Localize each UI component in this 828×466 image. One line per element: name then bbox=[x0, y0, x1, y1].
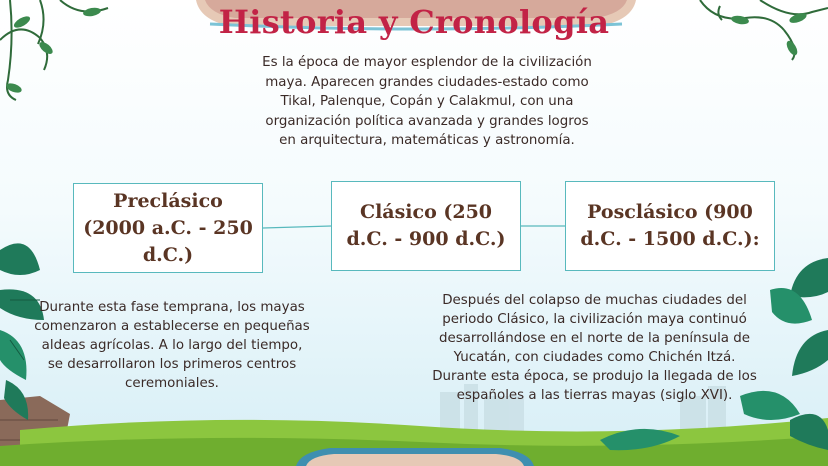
classic-description: Es la época de mayor esplendor de la civilización maya. Aparecen grandes ciudades-estado como Tikal, Palenque, Copán y Calakmul, con una organización política avanzada y grandes logros en arquitectura, matemáticas y astronomía. bbox=[262, 55, 592, 148]
preclassic-description: Durante esta fase temprana, los mayas comenzaron a establecerse en pequeñas aldeas agrícolas. A lo largo del tiempo, se desarrollaron los primeros centros ceremoniales. bbox=[34, 300, 310, 391]
period-box-preclassic bbox=[73, 183, 263, 273]
stone-banner-bottom bbox=[296, 448, 534, 466]
period-label-postclassic: Posclásico (900 d.C. - 1500 d.C.): bbox=[580, 201, 760, 250]
period-box-postclassic bbox=[565, 181, 775, 271]
period-label-classic: Clásico (250 d.C. - 900 d.C.) bbox=[346, 201, 506, 250]
period-box-classic bbox=[331, 181, 521, 271]
page-title: Historia y Cronología bbox=[218, 3, 610, 41]
postclassic-description: Después del colapso de muchas ciudades del periodo Clásico, la civilización maya continuó desarrollándose en el norte de la península de Yucatán, con ciudades como Chichén Itzá. Durante esta época, se produjo la llegada de los españoles a las tierras mayas (siglo XVI). bbox=[432, 293, 757, 403]
period-label-preclassic: Preclásico (2000 a.C. - 250 d.C.) bbox=[83, 189, 253, 266]
